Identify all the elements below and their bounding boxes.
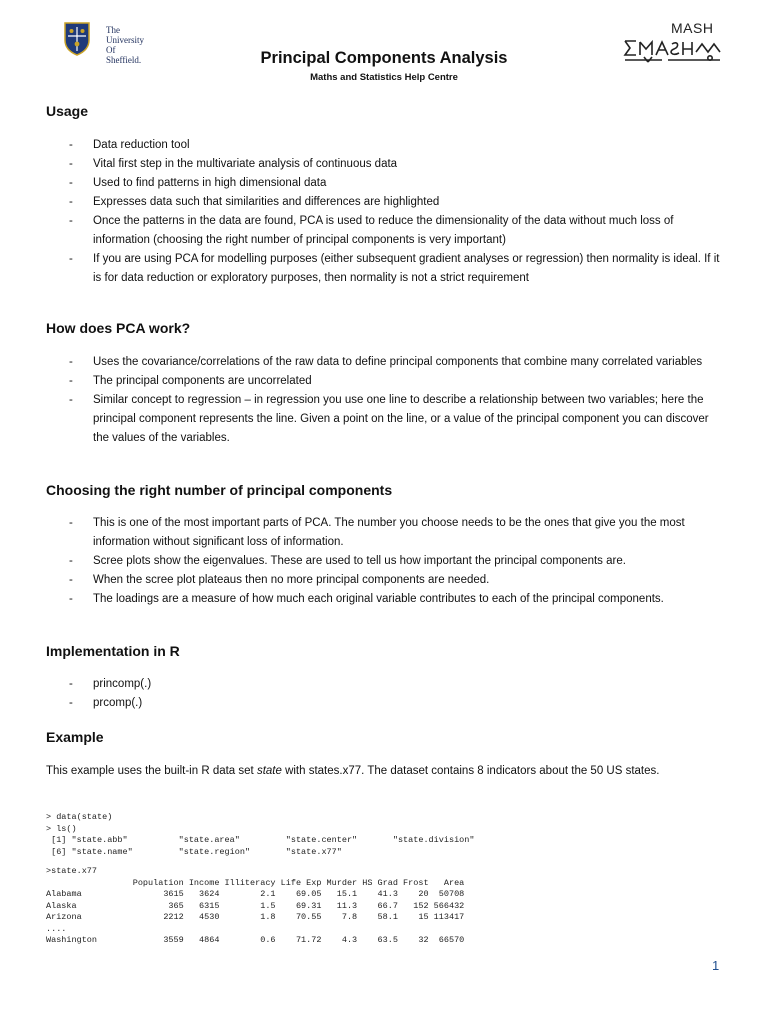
mash-logo-text: MASH	[671, 20, 714, 36]
list-item: - Scree plots show the eigenvalues. These are used to tell us how important the principal components are.	[46, 552, 726, 571]
how-pca-works-heading: How does PCA work?	[46, 320, 191, 336]
choosing-components-heading: Choosing the right number of principal components	[46, 482, 393, 498]
list-item: - Expresses data such that similarities and differences are highlighted	[46, 193, 726, 212]
implementation-heading: Implementation in R	[46, 643, 180, 659]
usage-heading: Usage	[46, 103, 89, 119]
example-heading: Example	[46, 729, 104, 745]
how-pca-works-list	[46, 353, 726, 448]
page-title: Principal Components Analysis	[260, 49, 508, 67]
usage-list	[46, 136, 726, 288]
list-item: - Similar concept to regression – in regression you use one line to describe a relationship between two variables; here the principal component represents the line. Given a point on the line, or a value of the principal component you can discover the values of the variables.	[46, 391, 726, 448]
list-item: - The principal components are uncorrelated	[46, 372, 726, 391]
list-item: - This is one of the most important parts of PCA. The number you choose needs to be the ones that give you the most information without significant loss of information.	[46, 514, 726, 552]
list-item: - When the scree plot plateaus then no more principal components are needed.	[46, 571, 726, 590]
page-subtitle: Maths and Statistics Help Centre	[310, 72, 458, 83]
list-item: - prcomp(.)	[46, 694, 726, 713]
list-item: - Data reduction tool	[46, 136, 726, 155]
university-name: The University Of Sheffield.	[106, 25, 144, 65]
list-item: - The loadings are a measure of how much each original variable contributes to each of the principal components.	[46, 590, 726, 609]
page-number: 1	[712, 958, 720, 973]
r-code-block-output: >state.x77 Population Income Illiteracy Life Exp Murder HS Grad Frost Area Alabama 3615 3624 2.1 69.05 15.1 41.3 20 50708 Alaska 365 6315 1.5 69.31 11.3 66.7 152 566432 Arizona 2212 4530 1.8 70.55 7.8 58.1 15 113417 .... Washington 3559 4864 0.6 71.72 4.3 63.5 32 66570	[46, 866, 465, 945]
list-item: - princomp(.)	[46, 675, 726, 694]
list-item: - Vital first step in the multivariate analysis of continuous data	[46, 155, 726, 174]
list-item: - Used to find patterns in high dimensional data	[46, 174, 726, 193]
implementation-list	[46, 675, 726, 713]
list-item: - Uses the covariance/correlations of the raw data to define principal components that combine many correlated variables	[46, 353, 726, 372]
r-code-block-data: > data(state) > ls() [1] "state.abb" "state.area" "state.center" "state.division" [6] "state.name" "state.region" "state.x77"	[46, 812, 475, 857]
choosing-components-list	[46, 514, 726, 609]
example-intro: This example uses the built-in R data set state with states.x77. The dataset contains 8 indicators about the 50 US states.	[46, 765, 660, 777]
list-item: - If you are using PCA for modelling purposes (either subsequent gradient analyses or regression) then normality is ideal. If it is for data reduction or exploratory purposes, then normality is not a strict requirement	[46, 250, 726, 288]
list-item: - Once the patterns in the data are found, PCA is used to reduce the dimensionality of the data without much loss of information (choosing the right number of principal components is very important)	[46, 212, 726, 250]
